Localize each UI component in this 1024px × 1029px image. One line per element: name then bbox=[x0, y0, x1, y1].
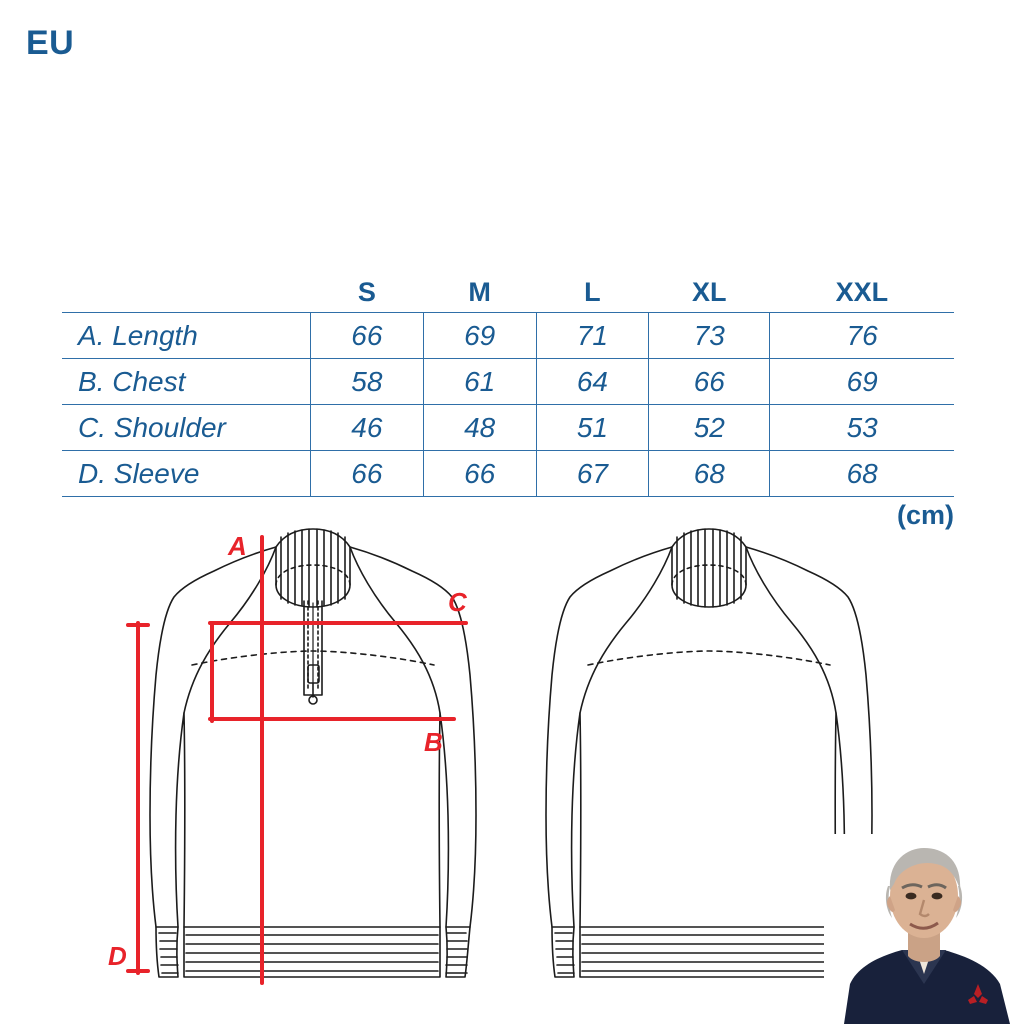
table-header-m: M bbox=[468, 277, 491, 307]
table-row bbox=[62, 313, 954, 359]
size-chart-table bbox=[62, 266, 954, 497]
region-label: EU bbox=[26, 24, 75, 62]
cell-shoulder-m: 48 bbox=[423, 405, 536, 451]
table-header-l: L bbox=[584, 277, 601, 307]
measure-label-b: B bbox=[424, 727, 443, 757]
measure-label-a: A bbox=[228, 531, 247, 561]
cell-length-xxl: 76 bbox=[770, 313, 954, 359]
cell-shoulder-xl: 52 bbox=[649, 405, 770, 451]
cell-shoulder-s: 46 bbox=[311, 405, 424, 451]
unit-note: (cm) bbox=[896, 500, 954, 530]
table-header-corner bbox=[62, 266, 311, 313]
row-label-sleeve: D. Sleeve bbox=[62, 451, 311, 497]
measure-label-d: D bbox=[108, 941, 127, 971]
table-header-row bbox=[62, 266, 954, 313]
row-label-length: A. Length bbox=[62, 313, 311, 359]
table-row bbox=[62, 405, 954, 451]
cell-chest-l: 64 bbox=[536, 359, 649, 405]
cell-shoulder-xxl: 53 bbox=[770, 405, 954, 451]
cell-length-xl: 73 bbox=[649, 313, 770, 359]
row-label-shoulder: C. Shoulder bbox=[62, 405, 311, 451]
table-header-xxl: XXL bbox=[835, 277, 889, 307]
cell-chest-m: 61 bbox=[423, 359, 536, 405]
table-header-xl: XL bbox=[692, 277, 727, 307]
cell-sleeve-xxl: 68 bbox=[770, 451, 954, 497]
cell-sleeve-m: 66 bbox=[423, 451, 536, 497]
row-label-chest: B. Chest bbox=[62, 359, 311, 405]
portrait-overlay bbox=[824, 834, 1024, 1024]
table-header-s: S bbox=[357, 277, 376, 307]
cell-length-l: 71 bbox=[536, 313, 649, 359]
measure-label-c: C bbox=[448, 587, 467, 617]
cell-sleeve-l: 67 bbox=[536, 451, 649, 497]
cell-chest-xl: 66 bbox=[649, 359, 770, 405]
cell-sleeve-xl: 68 bbox=[649, 451, 770, 497]
cell-shoulder-l: 51 bbox=[536, 405, 649, 451]
cell-length-s: 66 bbox=[311, 313, 424, 359]
cell-chest-xxl: 69 bbox=[770, 359, 954, 405]
cell-length-m: 69 bbox=[423, 313, 536, 359]
table-row bbox=[62, 451, 954, 497]
cell-chest-s: 58 bbox=[311, 359, 424, 405]
cell-sleeve-s: 66 bbox=[311, 451, 424, 497]
table-row bbox=[62, 359, 954, 405]
